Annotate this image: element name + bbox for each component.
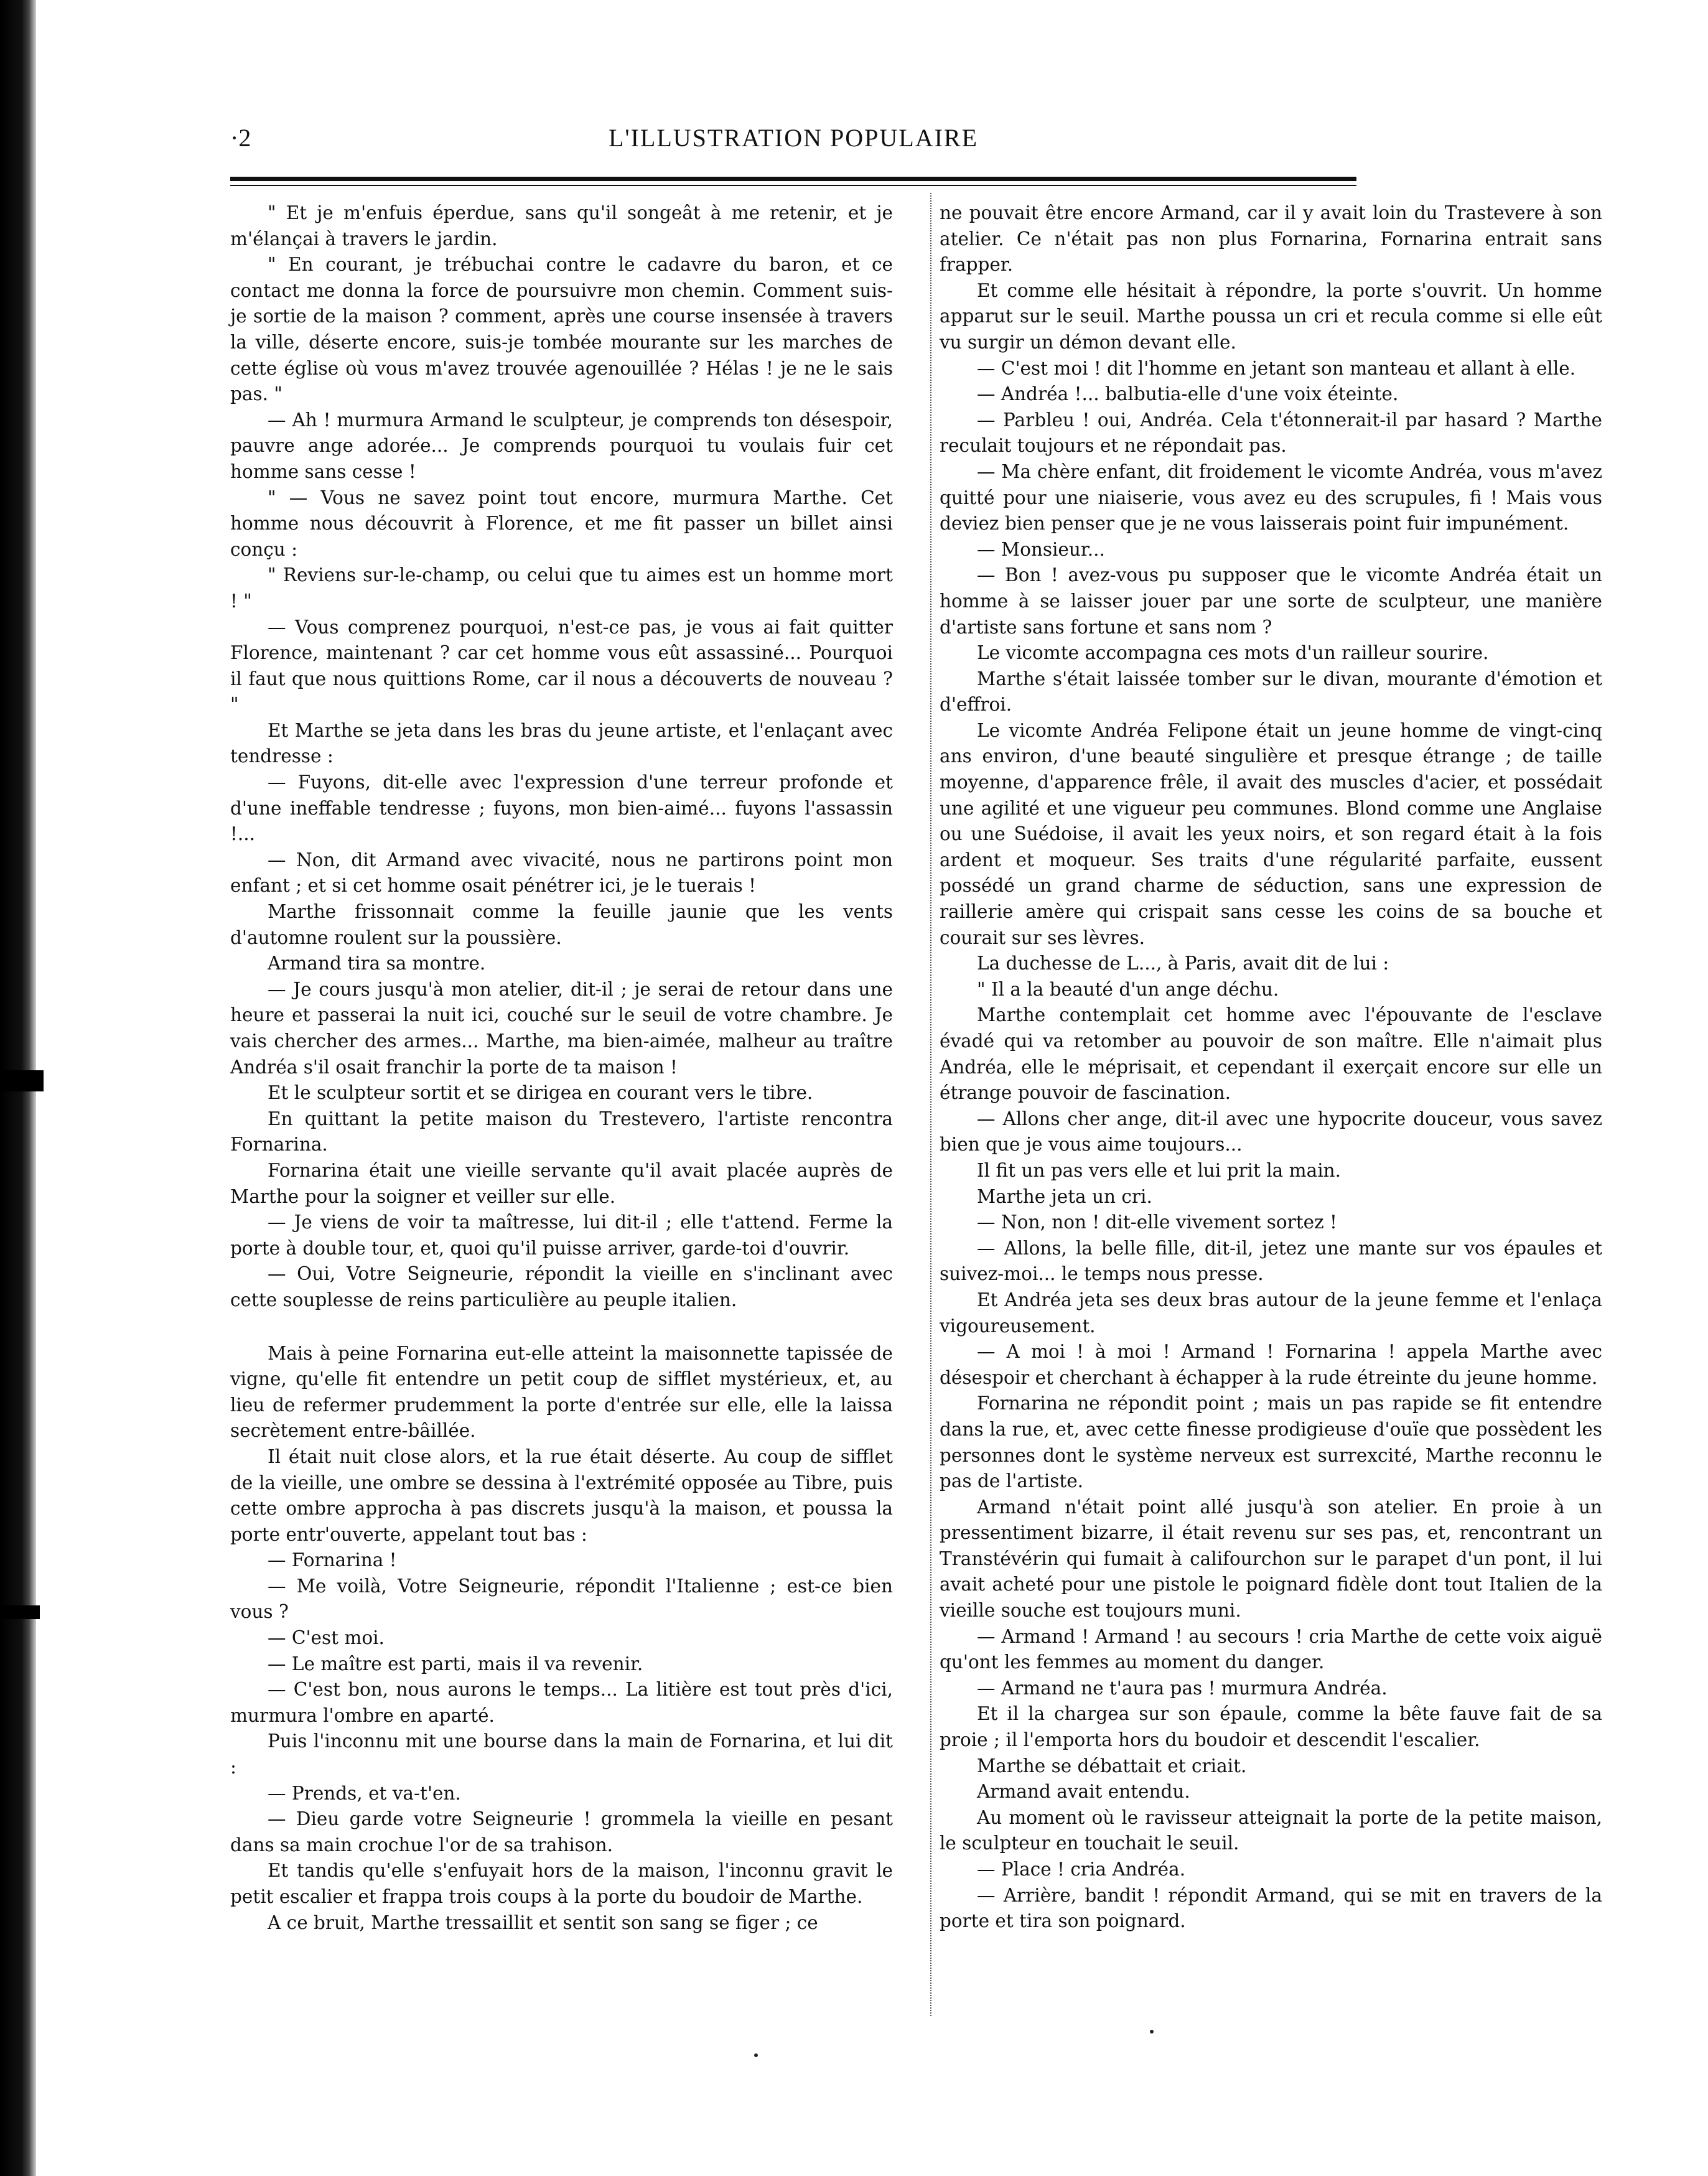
paragraph: — Dieu garde votre Seigneurie ! grommela la vieille en pesant dans sa main crochue l'or de sa trahison. [230,1808,893,1856]
paragraph: Armand n'était point allé jusqu'à son atelier. En proie à un pressentiment bizarre, il était revenu sur ses pas, et, rencontrant un Transtévérin qui fumait à califourchon sur le parapet d'un pont, il lui avait acheté pour une pistole le poignard fidèle dont tout Italien de la vieille souche est toujours muni. [940,1496,1602,1622]
left-column [230,200,893,1936]
paragraph: — C'est moi. [268,1627,385,1649]
paragraph: — C'est moi ! dit l'homme en jetant son manteau et allant à elle. [977,357,1576,379]
page-header [230,123,1356,161]
paragraph: — Place ! cria Andréa. [977,1859,1186,1880]
paragraph: Et il la chargea sur son épaule, comme la bête fauve fait de sa proie ; il l'emporta hors du boudoir et descendit l'escalier. [940,1703,1602,1751]
paragraph: — Fuyons, dit-elle avec l'expression d'une terreur profonde et d'une ineffable tendresse ; fuyons, mon bien-aimé... fuyons l'assassin !... [230,772,893,845]
paragraph: Et Marthe se jeta dans les bras du jeune artiste, et l'enlaçant avec tendresse : [230,719,893,767]
paragraph: — Allons cher ange, dit-il avec une hypocrite douceur, vous savez bien que je vous aime toujours... [940,1108,1602,1156]
paragraph: — Monsieur... [977,538,1105,560]
paragraph: Fornarina ne répondit point ; mais un pas rapide se fit entendre dans la rue, et, avec cette finesse prodigieuse d'ouïe que possèdent les personnes dont le système nerveux est surrexcité, Marthe reconnu le pas de l'artiste. [940,1393,1602,1492]
paragraph: Marthe contemplait cet homme avec l'épouvante de l'esclave évadé qui va retomber au pouvoir de son maître. Elle n'aimait plus Andréa, elle le méprisait, et cependant il exerçait encore sur elle un étrange pouvoir de fascination. [940,1004,1602,1104]
paragraph: — Fornarina ! [268,1549,397,1571]
paragraph: — Je cours jusqu'à mon atelier, dit-il ; je serai de retour dans une heure et passerai la nuit ici, couché sur le seuil de votre chambre. Je vais chercher des armes... Marthe, ma bien-aimée, malheur au traître Andréa s'il osait franchir la porte de ta maison ! [230,978,893,1078]
paragraph: Il était nuit close alors, et la rue était déserte. Au coup de sifflet de la vieille, une ombre se dessina à l'extrémité opposée au Tibre, puis cette ombre approcha à pas discrets jusqu'à la maison, et poussa la porte entr'ouverte, appelant tout bas : [230,1445,893,1545]
paragraph: — Ma chère enfant, dit froidement le vicomte Andréa, vous m'avez quitté pour une niaiserie, vous avez eu des scrupules, fi ! Mais vous deviez bien penser que je ne vous laisserais point fuir impunément. [940,460,1602,535]
paragraph: — Non, dit Armand avec vivacité, nous ne partirons point mon enfant ; et si cet homme osait pénétrer ici, je le tuerais ! [230,849,893,897]
paragraph: Le vicomte accompagna ces mots d'un railleur sourire. [977,642,1489,664]
paragraph: — Non, non ! dit-elle vivement sortez ! [977,1212,1337,1233]
paragraph: Et tandis qu'elle s'enfuyait hors de la maison, l'inconnu gravit le petit escalier et frappa trois coups à la porte du boudoir de Marthe. [230,1860,893,1907]
paragraph: Marthe se débattait et criait. [977,1755,1247,1777]
paragraph: — Arrière, bandit ! répondit Armand, qui se mit en travers de la porte et tira son poignard. [940,1884,1602,1932]
paragraph: A ce bruit, Marthe tressaillit et sentit son sang se figer ; ce [268,1912,818,1933]
paragraph: — Je viens de voir ta maîtresse, lui dit-il ; elle t'attend. Ferme la porte à double tour, et, quoi qu'il puisse arriver, garde-toi d'ouvrir. [230,1212,893,1259]
paragraph: — Armand ne t'aura pas ! murmura Andréa. [977,1677,1388,1699]
paragraph: — Armand ! Armand ! au secours ! cria Marthe de cette voix aiguë qu'ont les femmes au moment du danger. [940,1625,1602,1673]
paragraph: Armand avait entendu. [977,1781,1190,1803]
paragraph: — Vous comprenez pourquoi, n'est-ce pas, je vous ai fait quitter Florence, maintenant ? car cet homme vous eût assassiné... Pourquoi il faut que nous quittions Rome, car il nous a découverts de nouveau ? " [230,616,893,716]
paragraph: En quittant la petite maison du Trestevero, l'artiste rencontra Fornarina. [230,1108,893,1156]
paragraph: " Et je m'enfuis éperdue, sans qu'il songeât à me retenir, et je m'élançai à travers le jardin. [230,202,893,250]
header-rule-thick [230,177,1356,181]
page-number: ·2 [230,124,251,152]
paragraph: — Ah ! murmura Armand le sculpteur, je comprends ton désespoir, pauvre ange adorée... Je comprends pourquoi tu voulais fuir cet homme sans cesse ! [230,409,893,482]
paragraph: " Reviens sur-le-champ, ou celui que tu aimes est un homme mort ! " [230,564,893,612]
paragraph: Au moment où le ravisseur atteignait la porte de la petite maison, le sculpteur en touchait le seuil. [940,1806,1602,1854]
header-rule-thin [230,185,1356,186]
paragraph: " — Vous ne savez point tout encore, murmura Marthe. Cet homme nous découvrit à Florence, et me fit passer un billet ainsi conçu : [230,487,893,560]
print-speck [1150,2030,1154,2034]
paragraph: ne pouvait être encore Armand, car il y avait loin du Trastevere à son atelier. Ce n'était pas non plus Fornarina, Fornarina entrait sans frapper. [940,202,1602,276]
right-column [940,200,1602,1935]
paragraph: — A moi ! à moi ! Armand ! Fornarina ! appela Marthe avec désespoir et cherchant à échapper à la rude étreinte du jeune homme. [940,1341,1602,1388]
paragraph: — Allons, la belle fille, dit-il, jetez une mante sur vos épaules et suivez-moi... le temps nous presse. [940,1237,1602,1285]
paragraph: — Oui, Votre Seigneurie, répondit la vieille en s'inclinant avec cette souplesse de reins particulière au peuple italien. [230,1263,893,1310]
paragraph: Le vicomte Andréa Felipone était un jeune homme de vingt-cinq ans environ, d'une beauté singulière et presque étrange ; de taille moyenne, d'apparence frêle, il avait des muscles d'acier, et possédait une agilité et une vigueur peu communes. Blond comme une Anglaise ou une Suédoise, il avait les yeux noirs, et son regard était à la fois ardent et moqueur. Ses traits d'une régularité parfaite, eussent possédé un grand charme de séduction, sans une expression de raillerie amère qui crispait sans cesse les coins de sa bouche et courait sur ses lèvres. [940,719,1602,948]
paragraph: — Bon ! avez-vous pu supposer que le vicomte Andréa était un homme à se laisser jouer par une sorte de sculpteur, une manière d'artiste sans fortune et sans nom ? [940,564,1602,638]
scan-binding-mark [0,1605,40,1619]
paragraph: — Parbleu ! oui, Andréa. Cela t'étonnerait-il par hasard ? Marthe reculait toujours et ne répondait pas. [940,409,1602,457]
paragraph: Mais à peine Fornarina eut-elle atteint la maisonnette tapissée de vigne, qu'elle fit entendre un petit coup de sifflet mystérieux, et, au lieu de refermer prudemment la porte d'entrée sur elle, elle la laissa secrètement entre-bâillée. [230,1342,893,1442]
paragraph: Fornarina était une vieille servante qu'il avait placée auprès de Marthe pour la soigner et veiller sur elle. [230,1159,893,1207]
column-divider [930,193,931,2016]
paragraph: Et le sculpteur sortit et se dirigea en courant vers le tibre. [268,1082,813,1104]
paragraph: — Me voilà, Votre Seigneurie, répondit l'Italienne ; est-ce bien vous ? [230,1575,893,1623]
paragraph: " En courant, je trébuchai contre le cadavre du baron, et ce contact me donna la force de poursuivre mon chemin. Comment suis-je sortie de la maison ? comment, après une course insensée à travers la ville, déserte encore, suis-je tombée mourante sur les marches de cette église où vous m'avez trouvée agenouillée ? Hélas ! je ne le sais pas. " [230,254,893,405]
paragraph: — Le maître est parti, mais il va revenir. [268,1653,643,1674]
scan-binding-mark [0,1070,44,1091]
paragraph: Marthe s'était laissée tomber sur le divan, mourante d'émotion et d'effroi. [940,668,1602,716]
paragraph: Puis l'inconnu mit une bourse dans la main de Fornarina, et lui dit : [230,1730,893,1778]
paragraph: Armand tira sa montre. [268,953,486,974]
paragraph: — C'est bon, nous aurons le temps... La litière est tout près d'ici, murmura l'ombre en aparté. [230,1679,893,1726]
paragraph: Marthe frissonnait comme la feuille jaunie que les vents d'automne roulent sur la poussière. [230,901,893,948]
print-speck [754,2053,758,2057]
paragraph: La duchesse de L..., à Paris, avait dit de lui : [977,953,1389,974]
paragraph: Il fit un pas vers elle et lui prit la main. [977,1159,1342,1181]
paragraph: — Andréa !... balbutia-elle d'une voix éteinte. [977,383,1399,405]
paragraph: Et Andréa jeta ses deux bras autour de la jeune femme et l'enlaça vigoureusement. [940,1289,1602,1337]
paragraph: Et comme elle hésitait à répondre, la porte s'ouvrit. Un homme apparut sur le seuil. Marthe poussa un cri et recula comme si elle eût vu surgir un démon devant elle. [940,279,1602,353]
paragraph: Marthe jeta un cri. [977,1185,1152,1207]
journal-title: L'ILLUSTRATION POPULAIRE [608,124,979,152]
paragraph: — Prends, et va-t'en. [268,1782,461,1804]
paragraph: " Il a la beauté d'un ange déchu. [977,978,1279,1000]
